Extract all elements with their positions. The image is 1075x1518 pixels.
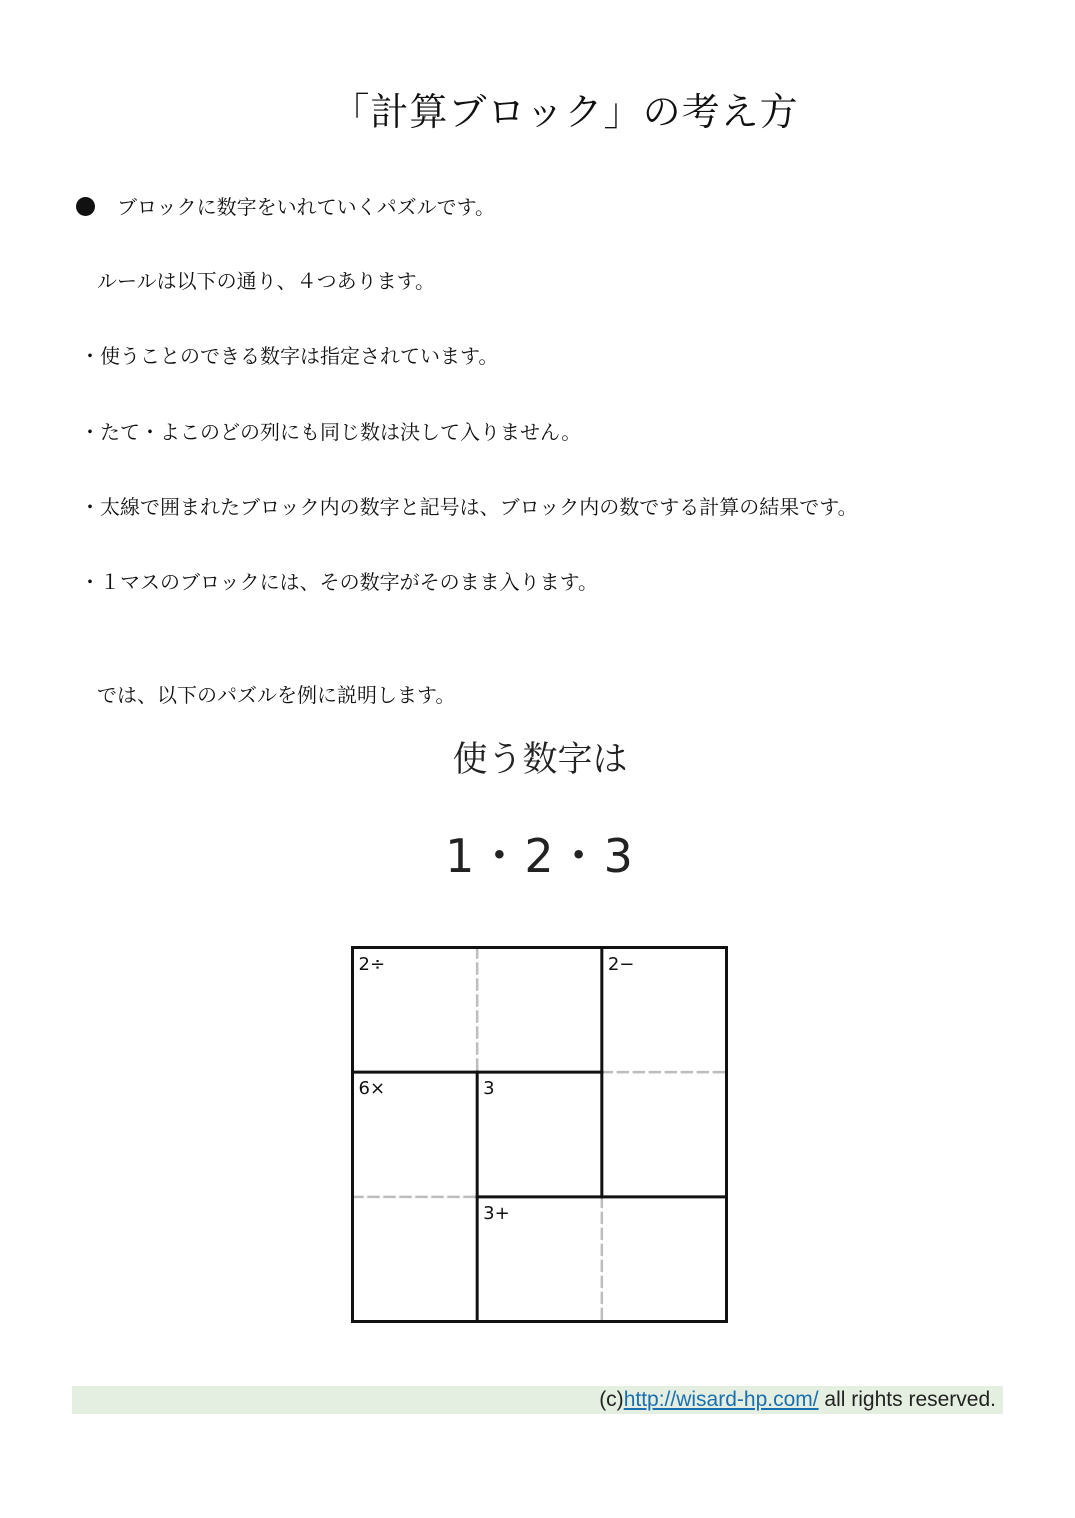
grid-outer-border: [353, 948, 727, 1322]
cage-clue: 3: [483, 1078, 495, 1100]
rule-item: ・使うことのできる数字は指定されています。: [80, 344, 499, 368]
example-lead-text: では、以下のパズルを例に説明します。: [97, 683, 456, 707]
rules-lead-text: ルールは以下の通り、４つあります。: [97, 269, 435, 293]
site-link[interactable]: http://wisard-hp.com/: [623, 1388, 819, 1411]
copyright-footer: [72, 1386, 1003, 1414]
copyright-prefix: (c): [599, 1388, 624, 1411]
cage-clue: 6×: [358, 1078, 386, 1100]
intro-bullet-text: ブロックに数字をいれていくパズルです。: [117, 195, 495, 219]
rule-item: ・１マスのブロックには、その数字がそのまま入ります。: [80, 570, 598, 594]
puzzle-grid-lines: [351, 946, 728, 1323]
rule-item: ・たて・よこのどの列にも同じ数は決して入りません。: [80, 420, 582, 444]
digits-value: 1・2・3: [445, 829, 635, 883]
puzzle-grid: [351, 946, 728, 1323]
bullet-icon: [76, 197, 95, 216]
rule-item: ・太線で囲まれたブロック内の数字と記号は、ブロック内の数でする計算の結果です。: [80, 495, 858, 519]
cage-clue: 2−: [607, 953, 635, 975]
cage-clue: 2÷: [358, 953, 386, 975]
cage-clue: 3+: [483, 1202, 510, 1224]
digits-label: 使う数字は: [452, 740, 628, 780]
page-title: 「計算ブロック」の考え方: [331, 90, 799, 134]
copyright-suffix: all rights reserved.: [818, 1388, 996, 1411]
